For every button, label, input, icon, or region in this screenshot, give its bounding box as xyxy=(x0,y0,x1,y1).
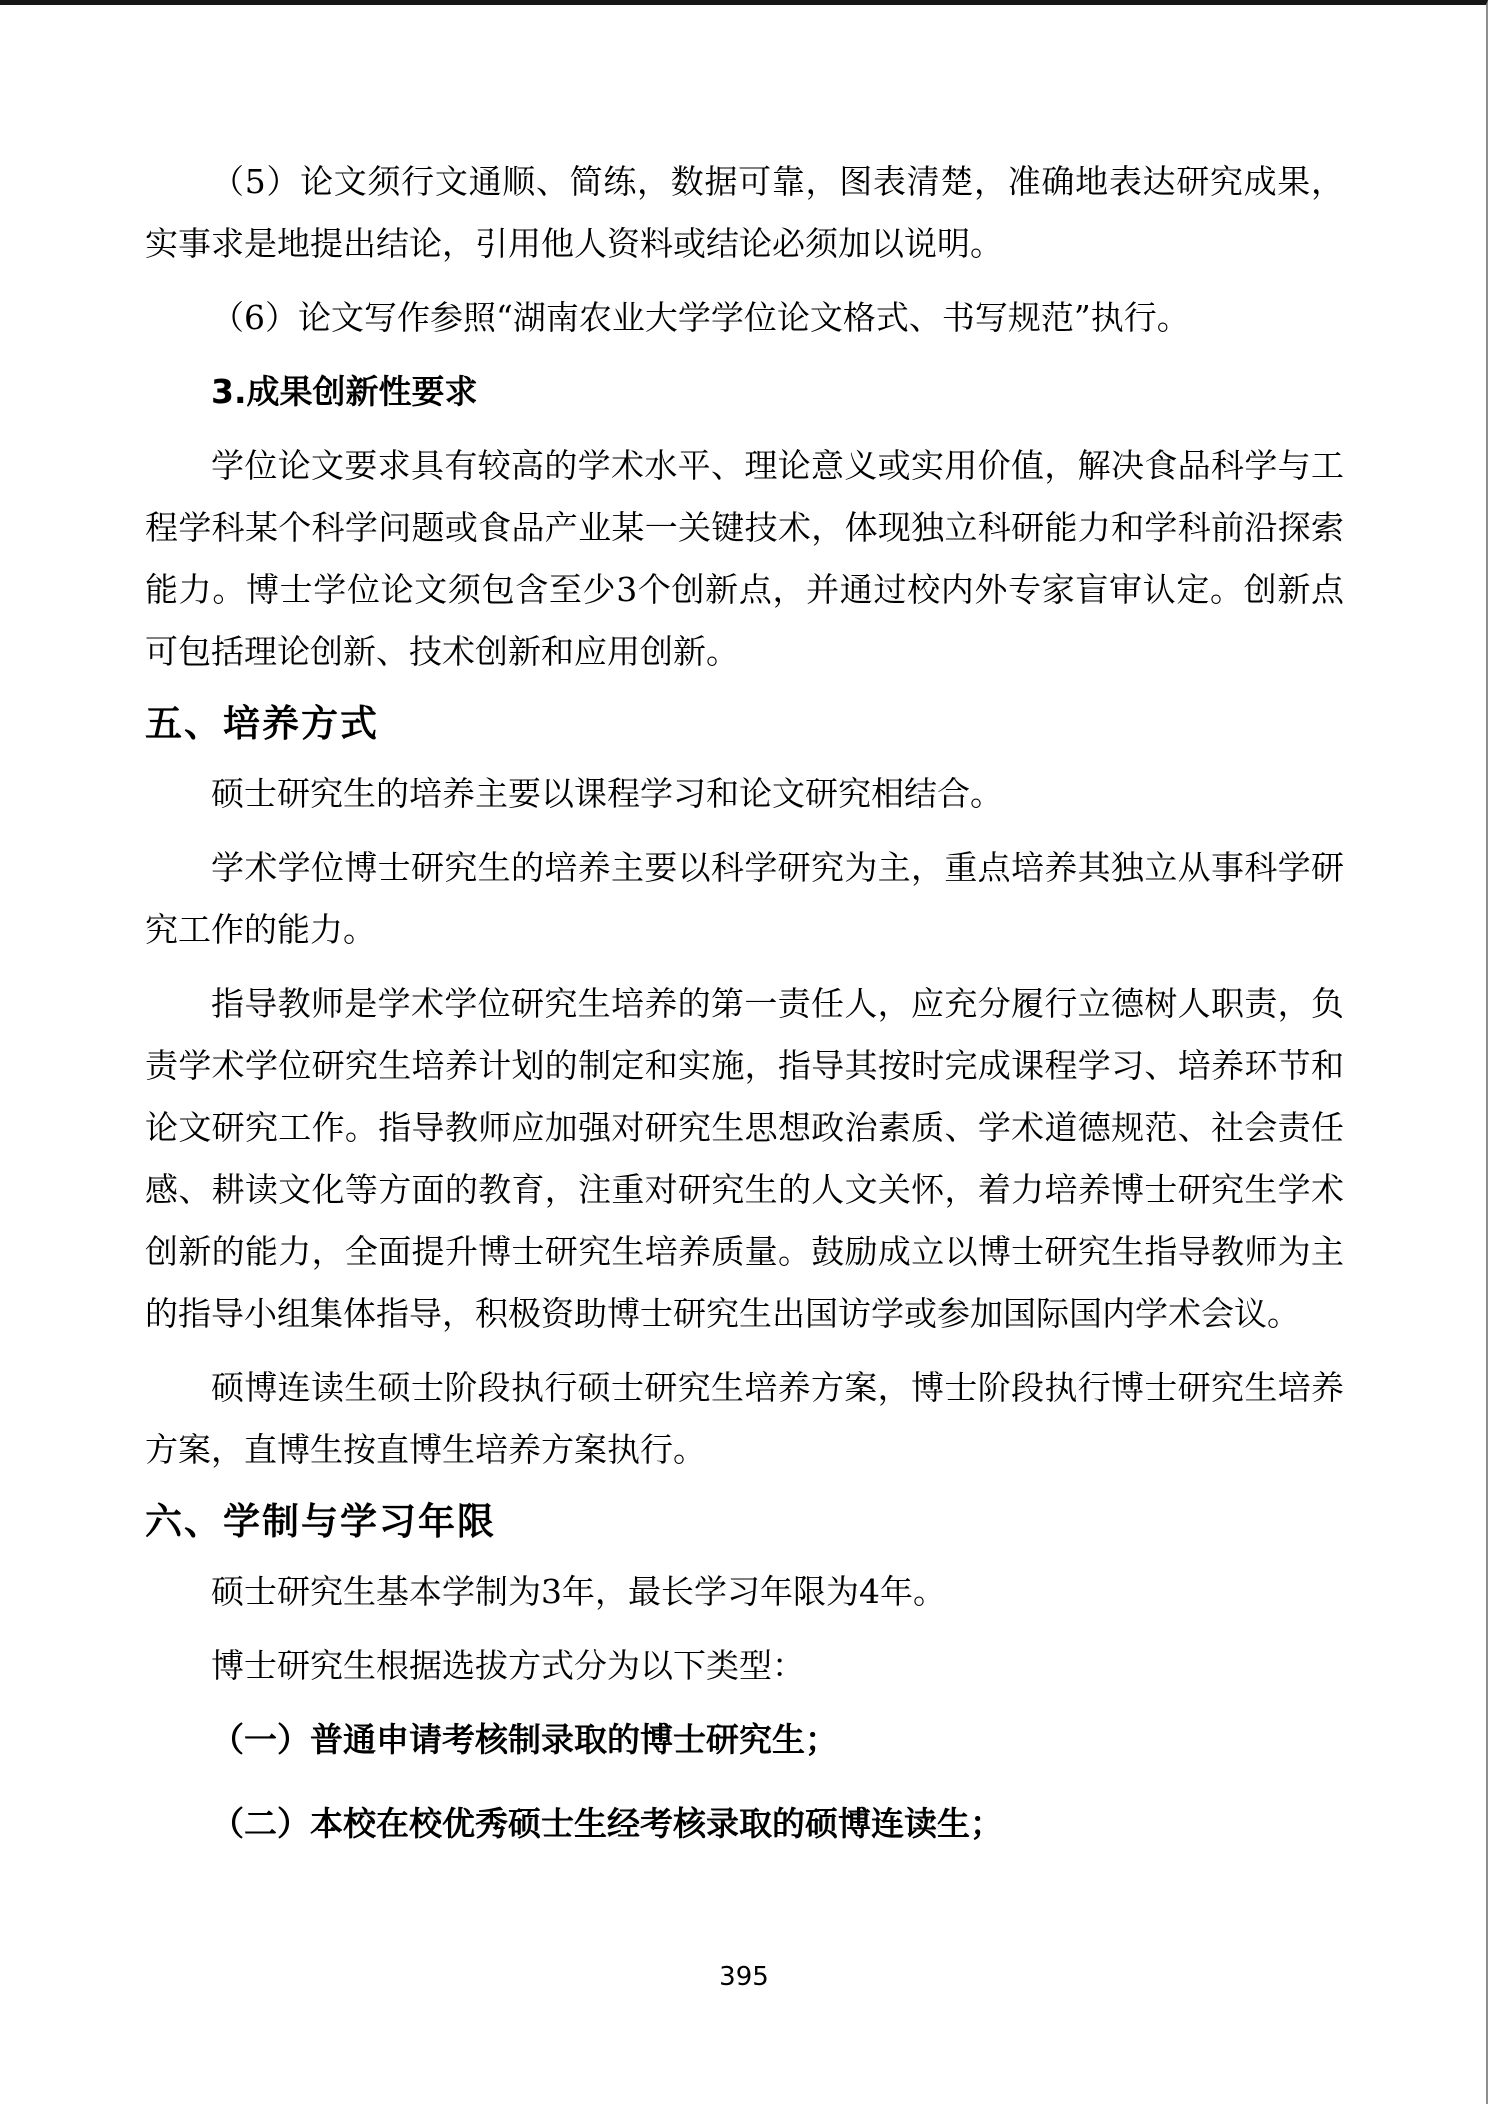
paragraph-thesis-writing-5: （5）论文须行文通顺、简练，数据可靠，图表清楚，准确地表达研究成果，实事求是地提出结论，引用他人资料或结论必须加以说明。 xyxy=(145,162,1344,263)
bold-item-doctoral-type-2: （二）本校在校优秀硕士生经考核录取的硕博连读生； xyxy=(211,1804,1003,1843)
paragraph-innovation-requirements: 学位论文要求具有较高的学术水平、理论意义或实用价值，解决食品科学与工程学科某个科学问题或食品产业某一关键技术，体现独立科研能力和学科前沿探索能力。博士学位论文须包含至少3个创新点，并通过校内外专家盲审认定。创新点可包括理论创新、技术创新和应用创新。 xyxy=(145,446,1344,671)
page-number: 395 xyxy=(719,1962,769,1992)
bold-item-doctoral-type-1: （一）普通申请考核制录取的博士研究生； xyxy=(211,1720,838,1759)
section-heading-schooling-years: 六、学制与学习年限 xyxy=(145,1500,496,1543)
paragraph-doctoral-training: 学术学位博士研究生的培养主要以科学研究为主，重点培养其独立从事科学研究工作的能力。 xyxy=(145,848,1344,949)
subheading-achievement-innovation: 3.成果创新性要求 xyxy=(211,372,478,411)
paragraph-supervisor-responsibility: 指导教师是学术学位研究生培养的第一责任人，应充分履行立德树人职责，负责学术学位研究生培养计划的制定和实施，指导其按时完成课程学习、培养环节和论文研究工作。指导教师应加强对研究生思想政治素质、学术道德规范、社会责任感、耕读文化等方面的教育，注重对研究生的人文关怀，着力培养博士研究生学术创新的能力，全面提升博士研究生培养质量。鼓励成立以博士研究生指导教师为主的指导小组集体指导，积极资助博士研究生出国访学或参加国际国内学术会议。 xyxy=(145,984,1344,1333)
paragraph-thesis-writing-6: （6）论文写作参照“湖南农业大学学位论文格式、书写规范”执行。 xyxy=(211,298,1190,337)
paragraph-doctoral-types: 博士研究生根据选拔方式分为以下类型： xyxy=(211,1646,805,1685)
page-body xyxy=(0,5,1486,1855)
section-heading-training-mode: 五、培养方式 xyxy=(145,702,379,745)
paragraph-successive-program: 硕博连读生硕士阶段执行硕士研究生培养方案，博士阶段执行博士研究生培养方案，直博生按直博生培养方案执行。 xyxy=(145,1368,1344,1469)
paragraph-master-training: 硕士研究生的培养主要以课程学习和论文研究相结合。 xyxy=(211,774,1003,813)
paragraph-master-schooling: 硕士研究生基本学制为3年，最长学习年限为4年。 xyxy=(211,1572,946,1611)
